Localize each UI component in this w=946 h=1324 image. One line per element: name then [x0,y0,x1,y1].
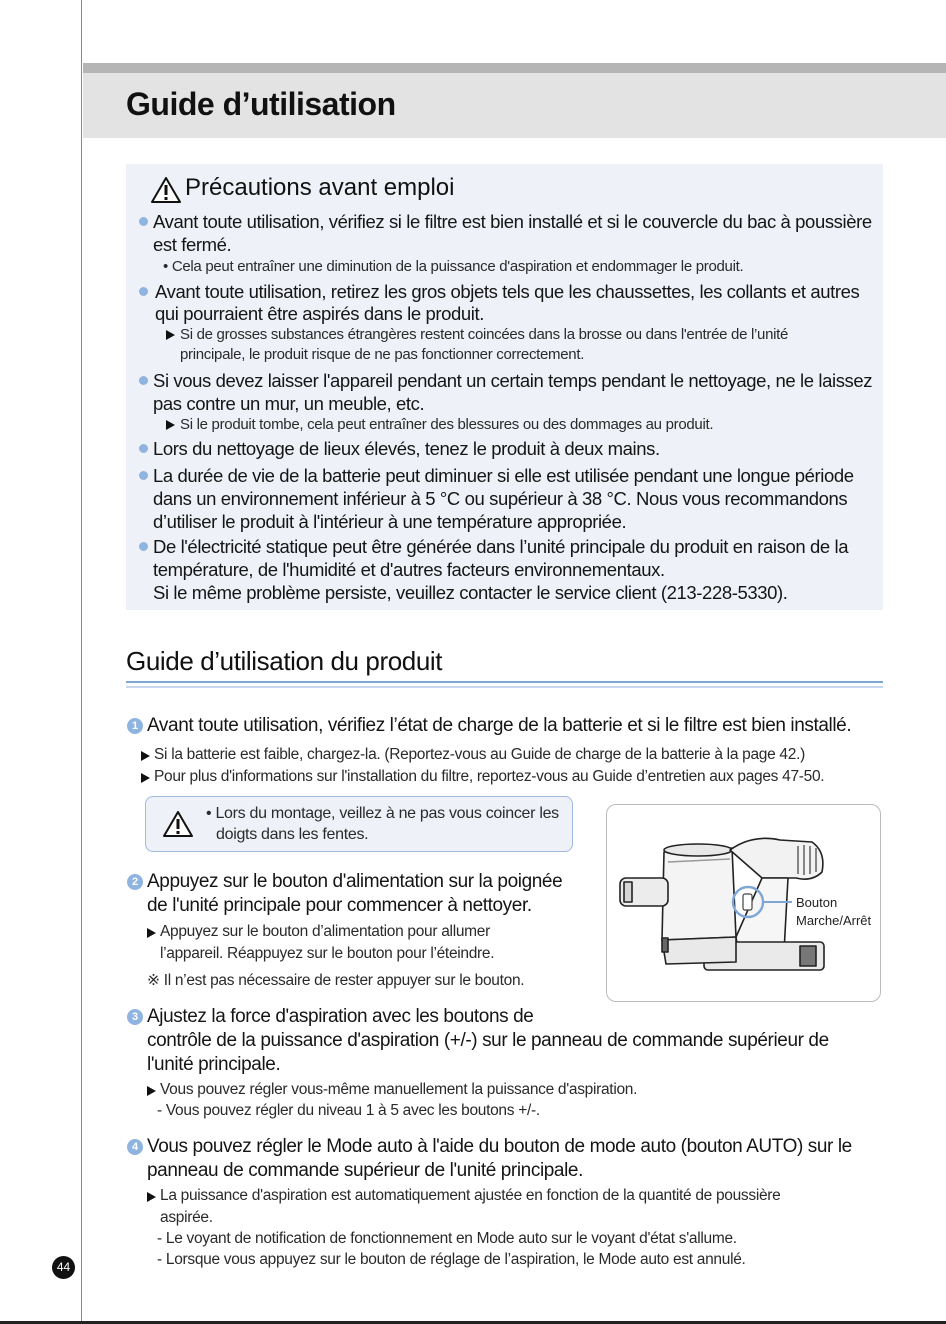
step-1-title: Avant toute utilisation, vérifiez l’état de charge de la batterie et si le filtre est bien installé. [147,715,852,736]
page-number: 44 [52,1256,75,1279]
caution-icon [162,810,194,838]
arrow-bullet-icon [147,1192,156,1202]
section-rule-light [126,686,883,688]
figure-label-1: Bouton [796,895,838,910]
step-3-dash: - Vous pouvez régler du niveau 1 à 5 avec les boutons +/-. [157,1102,540,1119]
caution-line-2: doigts dans les fentes. [216,826,369,843]
step-2-sub-1: Appuyez sur le bouton d’alimentation pour allumer [160,923,490,940]
step-2-number: 2 [127,874,143,890]
precaution-5-line-1: La durée de vie de la batterie peut diminuer si elle est utilisée pendant une longue période [153,465,854,486]
bullet-dot [139,376,148,385]
vacuum-illustration [612,812,877,997]
bullet-dot [139,542,148,551]
precaution-5-line-3: d’utiliser le produit à l'intérieur à une température appropriée. [153,511,627,532]
section-rule [126,681,883,683]
left-margin-rule [81,0,82,1324]
precaution-3-note: Si le produit tombe, cela peut entraîner des blessures ou des dommages au produit. [180,416,714,433]
step-4-title-1: Vous pouvez régler le Mode auto à l'aide du bouton de mode auto (bouton AUTO) sur le [147,1136,852,1157]
arrow-bullet-icon [166,330,175,340]
step-4-sub-1: La puissance d'aspiration est automatiquement ajustée en fonction de la quantité de poussière [160,1187,781,1204]
arrow-bullet-icon [166,420,175,430]
step-4-dash-2: - Lorsque vous appuyez sur le bouton de réglage de l’aspiration, le Mode auto est annulé. [157,1251,746,1268]
precaution-1-line-2: est fermé. [153,234,232,255]
section-title: Guide d’utilisation du produit [126,646,443,676]
precaution-5-line-2: dans un environnement inférieur à 5 °C ou supérieur à 38 °C. Nous vous recommandons [153,488,848,509]
precaution-2-line-1: Avant toute utilisation, retirez les gros objets tels que les chaussettes, les collants et autres [155,281,860,302]
arrow-bullet-icon [141,751,150,761]
bullet-dot [139,471,148,480]
step-1-sub-2: Pour plus d'informations sur l'installation du filtre, reportez-vous au Guide d’entretien aux pages 47-50. [154,768,825,785]
precaution-2-note-2: principale, le produit risque de ne pas fonctionner correctement. [180,346,585,363]
step-4-title-2: panneau de commande supérieur de l'unité principale. [147,1160,583,1181]
step-2-sub-2: l’appareil. Réappuyez sur le bouton pour l’éteindre. [160,945,495,962]
warning-icon [150,176,182,204]
step-3-title-1: Ajustez la force d'aspiration avec les boutons de [147,1006,534,1027]
precaution-6-line-1: De l'électricité statique peut être générée dans l’unité principale du produit en raison de la [153,536,849,557]
step-3-title-3: l'unité principale. [147,1054,281,1075]
step-3-sub: Vous pouvez régler vous-même manuellement la puissance d'aspiration. [160,1081,638,1098]
precaution-1-line-1: Avant toute utilisation, vérifiez si le filtre est bien installé et si le couvercle du bac à poussière [153,211,872,232]
step-2-note: ※ Il n’est pas nécessaire de rester appuyer sur le bouton. [147,972,525,989]
arrow-bullet-icon [147,928,156,938]
step-4-sub-2: aspirée. [160,1209,213,1226]
caution-line-1: • Lors du montage, veillez à ne pas vous coincer les [206,805,559,822]
arrow-bullet-icon [141,773,150,783]
arrow-bullet-icon [147,1086,156,1096]
bullet-dot [139,287,148,296]
header-stripe [83,63,946,73]
bullet-dot [139,217,148,226]
precaution-3-line-1: Si vous devez laisser l'appareil pendant un certain temps pendant le nettoyage, ne le laissez [153,370,873,391]
precaution-6-line-2: température, de l'humidité et d'autres facteurs environnementaux. [153,559,665,580]
step-1-number: 1 [127,718,143,734]
precaution-1-note: • Cela peut entraîner une diminution de la puissance d'aspiration et endommager le produit. [163,258,744,275]
step-4-dash-1: - Le voyant de notification de fonctionnement en Mode auto sur le voyant d'état s'allume. [157,1230,737,1247]
precautions-title: Précautions avant emploi [185,174,455,201]
step-2-title-2: de l'unité principale pour commencer à nettoyer. [147,895,532,916]
figure-label-2: Marche/Arrêt [796,913,872,928]
precaution-6-line-3: Si le même problème persiste, veuillez contacter le service client (213-228-5330). [153,582,788,603]
page-title: Guide d’utilisation [126,86,396,122]
step-3-title-2: contrôle de la puissance d'aspiration (+/-) sur le panneau de commande supérieur de [147,1030,829,1051]
precaution-2-line-2: qui pourraient être aspirés dans le produit. [155,303,484,324]
bullet-dot [139,444,148,453]
step-3-number: 3 [127,1009,143,1025]
step-1-sub-1: Si la batterie est faible, chargez-la. (Reportez-vous au Guide de charge de la batterie à la page 42.) [154,746,805,763]
step-4-number: 4 [127,1139,143,1155]
precaution-2-note-1: Si de grosses substances étrangères restent coincées dans la brosse ou dans l'entrée de l’unité [180,326,789,343]
precaution-3-line-2: pas contre un mur, un meuble, etc. [153,393,425,414]
step-2-title-1: Appuyez sur le bouton d'alimentation sur la poignée [147,871,563,892]
precaution-4-line-1: Lors du nettoyage de lieux élevés, tenez le produit à deux mains. [153,438,660,459]
